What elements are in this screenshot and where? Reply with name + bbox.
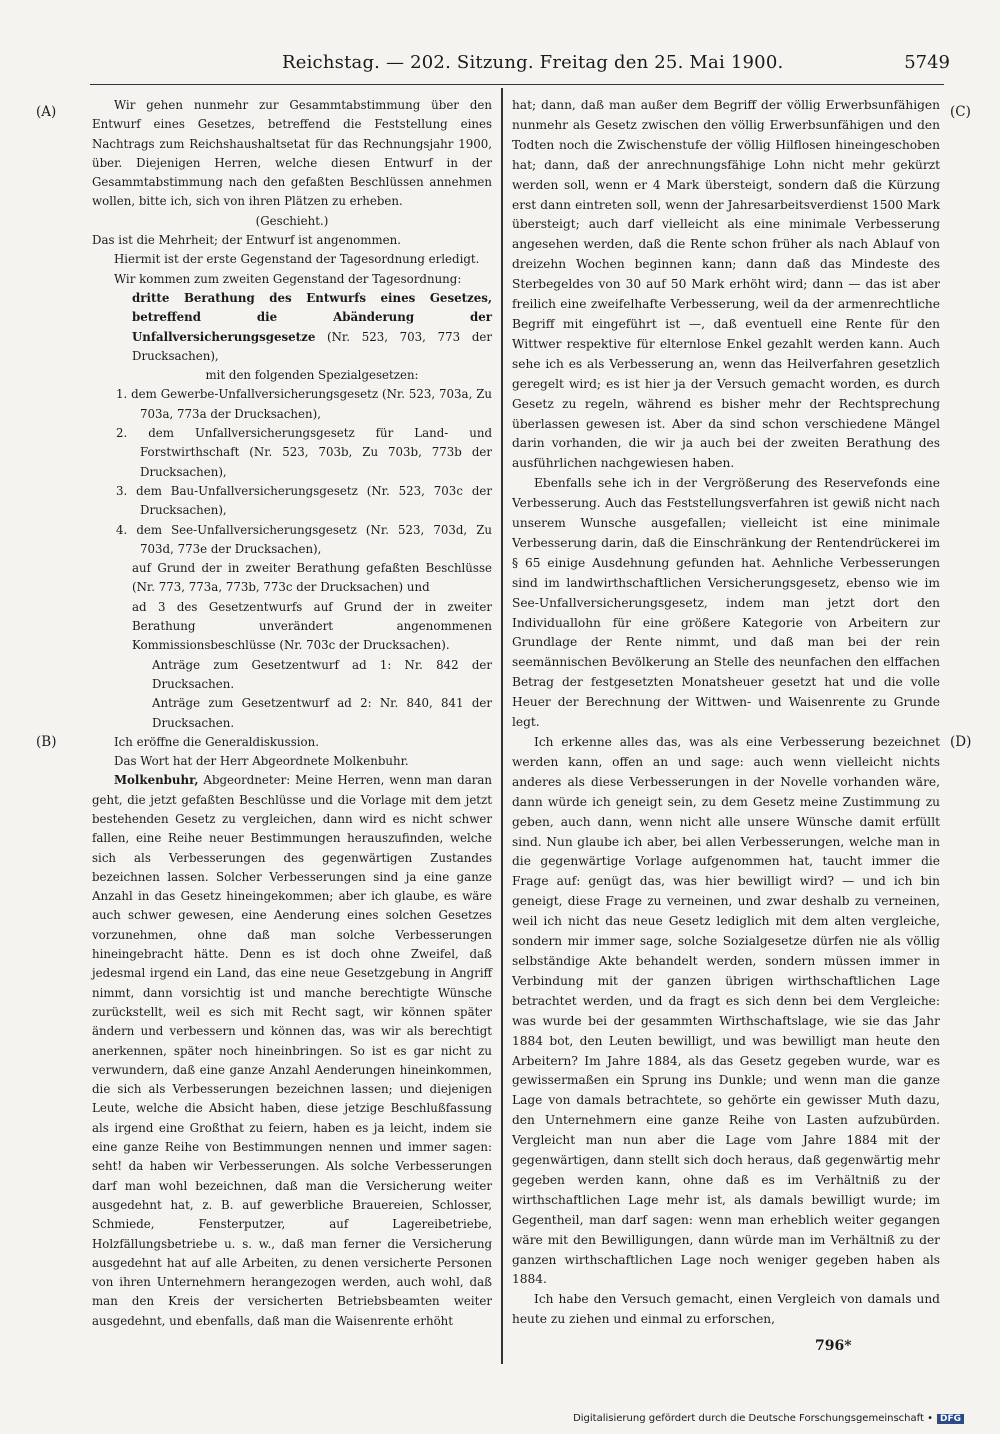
paragraph: Wir gehen nunmehr zur Gesammtabstimmung über den Entwurf eines Gesetzes, betreffend die Feststellung eines Nachtrags zum Reichshaushaltsetat für das Rechnungsjahr 1900, über. Diejenigen Herren, welche diesen Entwurf in der Gesammtabstimmung nach den gefaßten Beschlüssen annehmen wollen, bitte ich, sich von ihren Plätzen zu erheben.	[92, 98, 492, 209]
paragraph: Das ist die Mehrheit; der Entwurf ist angenommen.	[92, 233, 401, 248]
credit-text: Digitalisierung gefördert durch die Deutsche Forschungsgemeinschaft •	[573, 1413, 933, 1424]
right-column	[512, 96, 940, 1330]
agenda-subheading: mit den folgenden Spezialgesetzen:	[205, 368, 419, 383]
agenda-reference: (Nr. 523, 703, 773 der Drucksachen),	[132, 329, 492, 363]
signature-mark: 796*	[815, 1338, 852, 1354]
list-item: 4. dem See-Unfallversicherungsgesetz (Nr. 523, 703d, Zu 703d, 773e der Drucksachen),	[116, 522, 492, 556]
margin-mark-c: (C)	[950, 104, 971, 120]
paragraph: Ich habe den Versuch gemacht, einen Vergleich von damals und heute zu ziehen und einmal zu erforschen,	[512, 1292, 940, 1327]
paragraph: Das Wort hat der Herr Abgeordnete Molkenbuhr.	[114, 754, 409, 769]
dfg-logo: DFG	[937, 1414, 964, 1424]
digitization-credit	[573, 1413, 964, 1424]
list-item: 1. dem Gewerbe-Unfallversicherungsgesetz (Nr. 523, 703a, Zu 703a, 773a der Drucksachen),	[116, 387, 492, 421]
left-column	[92, 96, 492, 1331]
margin-mark-a: (A)	[36, 104, 57, 120]
agenda-item	[92, 289, 492, 366]
speaker-name: Molkenbuhr,	[114, 773, 199, 788]
margin-mark-b: (B)	[36, 734, 57, 750]
stage-direction: (Geschieht.)	[255, 213, 329, 228]
paragraph: Ebenfalls sehe ich in der Vergrößerung des Reservefonds eine Verbesserung. Auch das Feststellungsverfahren ist gewiß nicht nach unserem Wunsche ausgefallen; vielleicht ist eine minimale Verbesserung darin, daß die Einschränkung der Rentendrückerei im § 65 einige Ausdehnung gefunden hat. Aehnliche Verbesserungen sind im landwirthschaftlichen Versicherungsgesetz, ebenso wie im See-Unfallversicherungsgesetz, indem man jetzt dort den Individuallohn für eine größere Kategorie von Arbeitern zur Grundlage der Rente nimmt, und daß man bei der rein seemännischen Bevölkerung an Stelle des neunfachen den elffachen Betrag der festgesetzten Monatsheuer gesetzt hat und die volle Heuer der Berechnung der Wittwen- und Waisenrente zu Grunde legt.	[512, 476, 940, 730]
paragraph: Hiermit ist der erste Gegenstand der Tagesordnung erledigt.	[114, 252, 480, 267]
paragraph: Ich erkenne alles das, was als eine Verbesserung bezeichnet werden kann, offen an und sage: auch wenn vielleicht nichts anderes als diese Verbesserungen in der Novelle vorhanden wäre, dann würde ich geneigt sein, zu dem Gesetz meine Zustimmung zu geben, auch dann, wenn nicht alle unsere Wünsche damit erfüllt sind. Nun glaube ich aber, bei allen Verbesserungen, welche man in die gegenwärtige Vorlage aufgenommen hat, taucht immer die Frage auf: genügt das, was hier bewilligt wird? — und ich bin geneigt, diese Frage zu verneinen, und zwar deshalb zu verneinen, weil ich nicht das neue Gesetz lediglich mit dem alten vergleiche, sondern mir immer sage, solche Sozialgesetze dürfen nie als völlig selbständige Akte behandelt werden, sondern müssen immer in Verbindung mit der ganzen übrigen wirthschaftlichen Lage betrachtet werden, und da fragt es sich denn bei dem Vergleiche: was wurde bei der gesammten Wirthschaftslage, wie sie das Jahr 1884 bot, den Leuten bewilligt, und was bewilligt man heute den Arbeitern? Im Jahre 1884, als das Gesetz gegeben wurde, war es gewissermaßen ein Sprung ins Dunkle; und wenn man die ganze Lage von damals betrachtete, so gehörte ein gewisser Muth dazu, den Unternehmern eine ganze Reihe von Lasten aufzubürden. Vergleicht man nun aber die Lage vom Jahre 1884 mit der gegenwärtigen, dann stellt sich doch heraus, daß gegenwärtig mehr gegeben werden kann, ohne daß es im Verhältniß zu der wirthschaftlichen Lage mehr ist, als damals bewilligt wurde; im Gegentheil, man darf sagen: wenn man erheblich weiter gegangen wäre mit den Bewilligungen, dann würde man im Verhältniß zu der ganzen wirthschaftlichen Lage noch weniger gegeben haben als 1884.	[512, 735, 940, 1287]
paragraph: Wir kommen zum zweiten Gegenstand der Tagesordnung:	[114, 271, 462, 286]
paragraph: Ich eröffne die Generaldiskussion.	[114, 734, 319, 749]
agenda-paragraph: ad 3 des Gesetzentwurfs auf Grund der in zweiter Berathung unverändert angenommenen Kommissionsbeschlüsse (Nr. 703c der Drucksachen).	[132, 599, 492, 653]
speech-paragraph	[92, 771, 492, 1331]
column-divider	[501, 88, 503, 1364]
agenda-title: dritte Berathung des Entwurfs eines Gesetzes, betreffend die Abänderung der Unfallversicherungsgesetze	[132, 290, 492, 344]
page-number: 5749	[904, 52, 950, 73]
margin-mark-d: (D)	[950, 734, 972, 750]
agenda-paragraph: auf Grund der in zweiter Berathung gefaßten Beschlüsse (Nr. 773, 773a, 773b, 773c der Drucksachen) und	[132, 561, 492, 595]
page-header	[0, 52, 1000, 82]
motion-note: Anträge zum Gesetzentwurf ad 2: Nr. 840, 841 der Drucksachen.	[152, 696, 492, 730]
speech-text: Abgeordneter: Meine Herren, wenn man daran geht, die jetzt gefaßten Beschlüsse und die Vorlage mit dem jetzt bestehenden Gesetz zu vergleichen, dann wird es nicht schwer fallen, eine Reihe neuer Bestimmungen herauszufinden, welche sich als Verbesserungen des gegenwärtigen Zustandes bezeichnen lassen. Solcher Verbesserungen sind ja eine ganze Anzahl in das Gesetz hineingekommen; aber ich glaube, es wäre auch schwer gewesen, eine Aenderung eines solchen Gesetzes vorzunehmen, ohne daß man solche Verbesserungen hineingebracht hätte. Denn es ist doch ohne Zweifel, daß jedesmal irgend ein Land, das eine neue Gesetzgebung in Angriff nimmt, dann vorsichtig ist und manche berechtigte Wünsche zurückstellt, weil es sich mit Recht sagt, wir können später ändern und verbessern und können das, was wir als berechtigt anerkennen, später noch hineinbringen. So ist es gar nicht zu verwundern, daß eine ganze Anzahl Aenderungen hineinkommen, die sich als Verbesserungen bezeichnen lassen; und diejenigen Leute, welche die Absicht haben, diese jetzige Beschlußfassung als irgend eine Großthat zu feiern, haben es ja leicht, indem sie eine ganze Reihe von Bestimmungen nennen und immer sagen: seht! da haben wir Verbesserungen. Als solche Verbesserungen darf man wohl bezeichnen, daß man die Versicherung weiter ausgedehnt hat, z. B. auf gewerbliche Brauereien, Schlosser, Schmiede, Fensterputzer, auf Lagereibetriebe, Holzfällungsbetriebe u. s. w., daß man ferner die Versicherung ausgedehnt hat auf alle Arbeiten, zu denen versicherte Personen von ihren Unternehmern herangezogen werden, auch wohl, daß man den Kreis der versicherten Betriebsbeamten weiter ausgedehnt, und ebenfalls, daß man die Waisenrente erhöht	[92, 773, 492, 1328]
header-rule	[90, 84, 944, 85]
list-item: 3. dem Bau-Unfallversicherungsgesetz (Nr. 523, 703c der Drucksachen),	[116, 483, 492, 518]
motion-note: Anträge zum Gesetzentwurf ad 1: Nr. 842 der Drucksachen.	[152, 657, 492, 691]
running-title: Reichstag. — 202. Sitzung. Freitag den 25. Mai 1900.	[282, 52, 784, 73]
paragraph: hat; dann, daß man außer dem Begriff der völlig Erwerbsunfähigen nunmehr als Gesetz zwischen den völlig Erwerbsunfähigen und den Todten noch die Zwischenstufe der völlig Hilflosen hineingeschoben hat; dann, daß der anrechnungsfähige Lohn nicht mehr gekürzt werden soll, wenn er 4 Mark übersteigt, sondern daß die Kürzung erst dann eintreten soll, wenn der Jahresarbeitsverdienst 1500 Mark übersteigt; auch darf vielleicht als eine minimale Verbesserung angesehen werden, daß die Rente schon früher als nach Ablauf von dreizehn Wochen beginnen kann; dann daß das Mindeste des Sterbegeldes von 30 auf 50 Mark erhöht wird; dann — das ist aber freilich eine zweifelhafte Verbesserung, weil da der armenrechtliche Begriff mit eingeführt ist —, daß eventuell eine Rente für den Wittwer respektive für elternlose Enkel gezahlt werden kann. Auch sehe ich es als Verbesserung an, wenn das Heilverfahren gesetzlich geregelt wird; es ist hier ja der Versuch gemacht worden, es durch Gesetz zu regeln, während es bisher mehr der Rechtsprechung überlassen gewesen ist. Aber da sind schon verschiedene Mängel darin vorhanden, die wir ja auch bei der zweiten Berathung des ausführlichen nachgewiesen haben.	[512, 98, 940, 471]
list-item: 2. dem Unfallversicherungsgesetz für Land- und Forstwirthschaft (Nr. 523, 703b, Zu 703b, 773b der Drucksachen),	[116, 426, 492, 479]
